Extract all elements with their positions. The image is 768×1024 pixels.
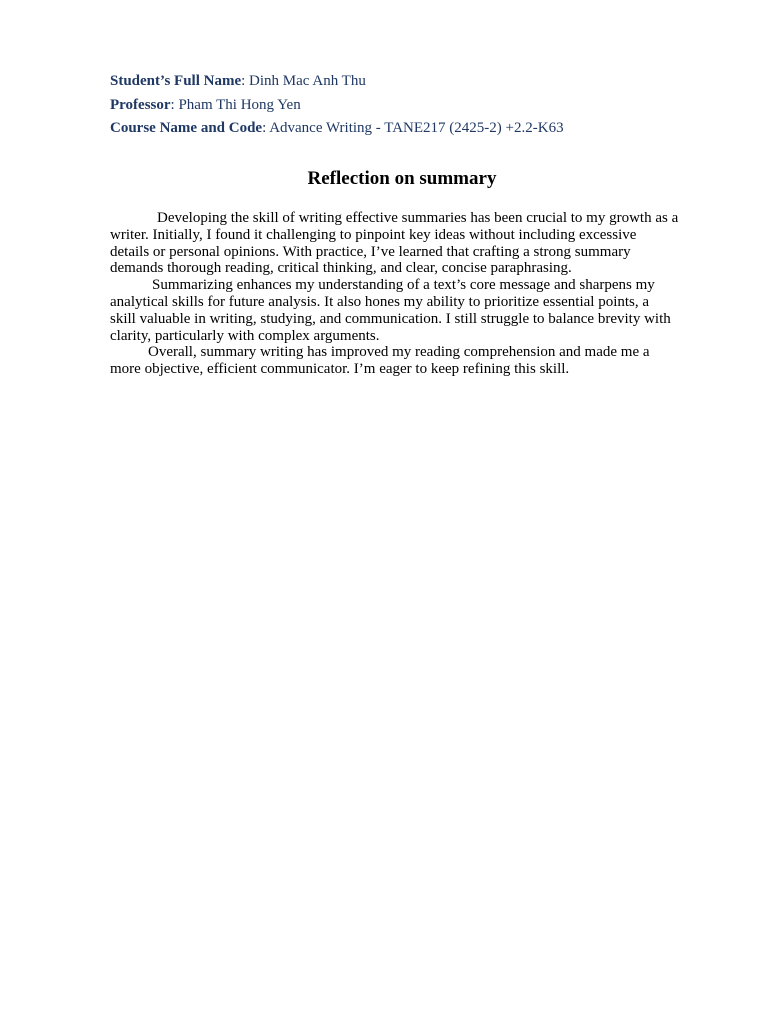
course-line	[110, 117, 710, 141]
paragraph-line: details or personal opinions. With practice, I’ve learned that crafting a strong summary	[110, 243, 631, 260]
student-name-colon: :	[241, 73, 250, 89]
professor-colon: :	[170, 96, 179, 113]
paragraph-line: analytical skills for future analysis. It also hones my ability to prioritize essential points, a	[110, 293, 650, 310]
course-colon: :	[262, 120, 270, 136]
paragraph-line: clarity, particularly with complex arguments.	[110, 327, 380, 344]
professor-line	[110, 94, 710, 118]
paragraph-line: Summarizing enhances my understanding of a text’s core message and sharpens my	[152, 277, 655, 294]
course-label: Course Name and Code	[110, 120, 263, 136]
paragraph-2	[110, 277, 700, 344]
paragraph-line: writer. Initially, I found it challenging to pinpoint key ideas without including excessive	[110, 226, 637, 243]
paragraph-3	[110, 344, 700, 378]
course-value: Advance Writing - TANE217 (2425-2) +2.2-K63	[269, 120, 564, 136]
document-header	[110, 70, 710, 141]
paragraph-line: Developing the skill of writing effective summaries has been crucial to my growth as a	[157, 210, 679, 226]
professor-label: Professor	[110, 96, 171, 113]
paragraph-line: skill valuable in writing, studying, and communication. I still struggle to balance brevity with	[110, 310, 671, 327]
student-name-line	[110, 70, 710, 94]
professor-value: Pham Thi Hong Yen	[178, 96, 301, 113]
student-name-value: Dinh Mac Anh Thu	[249, 73, 366, 89]
paragraph-line: Overall, summary writing has improved my reading comprehension and made me a	[148, 344, 650, 361]
document-title: Reflection on summary	[307, 168, 497, 189]
student-name-label: Student’s Full Name	[110, 73, 242, 89]
document-body	[110, 210, 700, 378]
paragraph-line: demands thorough reading, critical thinking, and clear, concise paraphrasing.	[110, 260, 572, 277]
paragraph-1	[110, 210, 700, 277]
paragraph-line: more objective, efficient communicator. I’m eager to keep refining this skill.	[110, 361, 570, 378]
